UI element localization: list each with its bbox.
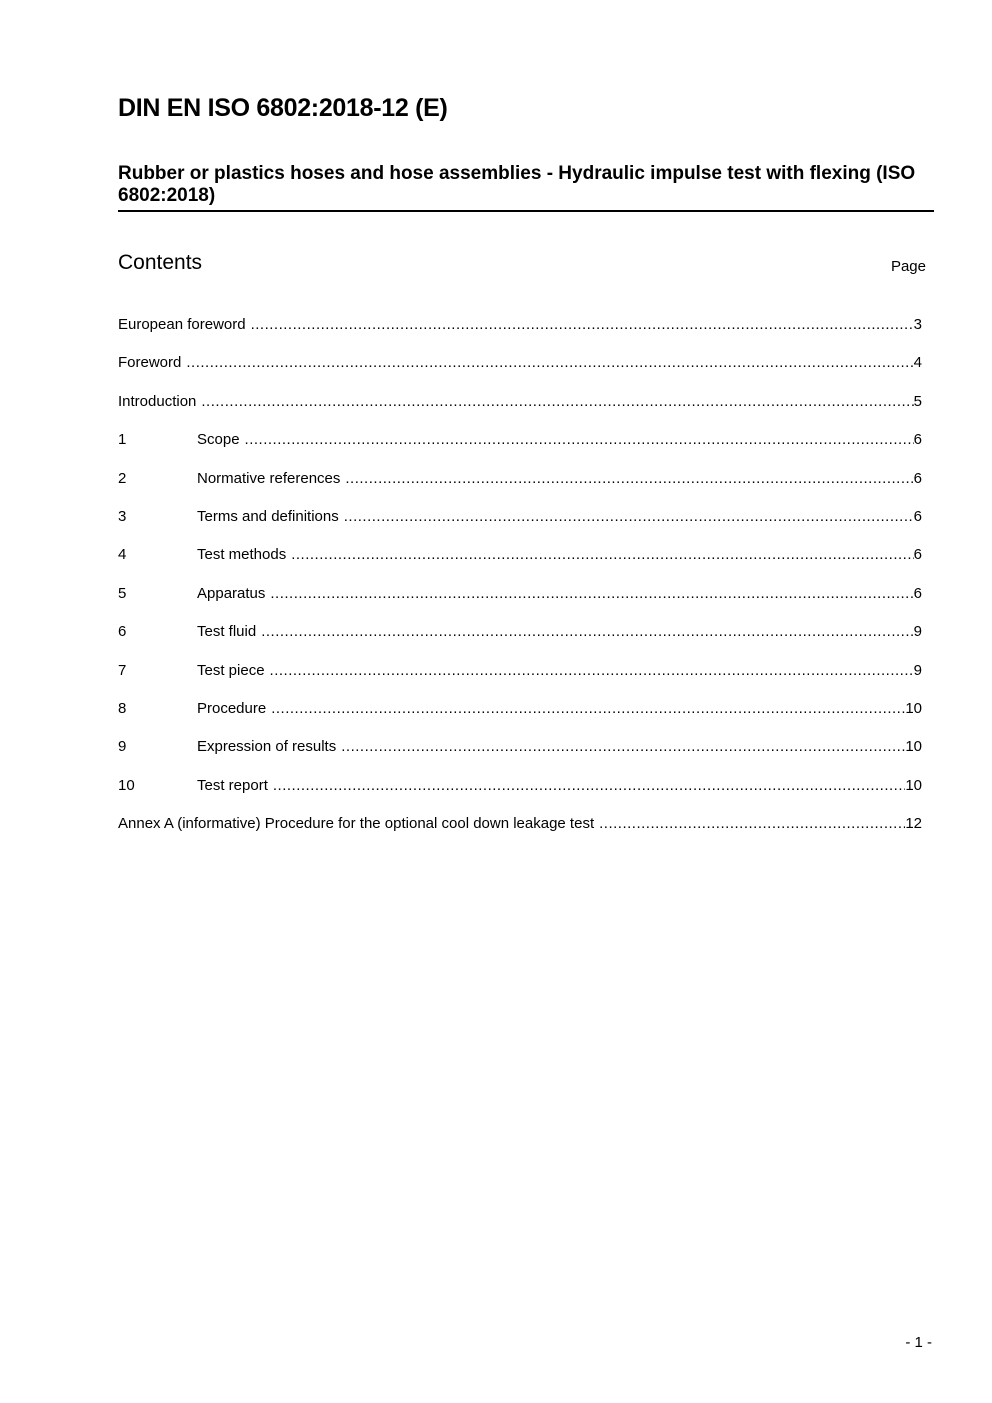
- document-title: DIN EN ISO 6802:2018-12 (E): [118, 94, 448, 122]
- toc-entry-foreword[interactable]: [118, 354, 922, 392]
- contents-heading: Contents: [118, 251, 203, 274]
- page-column-label: Page: [890, 258, 926, 275]
- toc-entry-number: 7: [118, 661, 127, 679]
- toc-entry-number: 1: [118, 431, 127, 449]
- toc-entry-title: Foreword: [118, 354, 182, 372]
- toc-entry-page: 10: [905, 738, 922, 756]
- toc-entry-title: Procedure: [197, 699, 267, 717]
- toc-entry-title: Test methods: [197, 546, 287, 564]
- toc-entry-page: 4: [913, 354, 922, 372]
- toc-entry-apparatus[interactable]: [118, 585, 922, 623]
- toc-dot-leader: [341, 738, 905, 755]
- toc-dot-leader: [599, 815, 905, 832]
- toc-entry-title: Annex A (informative) Procedure for the optional cool down leakage test: [118, 815, 595, 833]
- toc-entry-page: 3: [913, 316, 922, 333]
- footer-page-number: - 1 -: [905, 1334, 932, 1351]
- toc-entry-number: 6: [118, 623, 127, 641]
- toc-entry-title: Scope: [197, 431, 240, 449]
- toc-entry-page: 6: [913, 507, 922, 525]
- toc-dot-leader: [186, 354, 913, 371]
- toc-entry-introduction[interactable]: [118, 393, 922, 431]
- toc-entry-title: Test report: [197, 776, 268, 794]
- toc-entry-title: Test fluid: [197, 623, 257, 641]
- toc-entry-page: 6: [913, 584, 922, 602]
- toc-entry-title: Apparatus: [197, 584, 266, 602]
- toc-dot-leader: [245, 431, 914, 448]
- toc-dot-leader: [291, 546, 913, 563]
- toc-entry-title: Introduction: [118, 392, 197, 410]
- toc-dot-leader: [271, 700, 905, 717]
- toc-entry-number: 3: [118, 507, 127, 525]
- toc-dot-leader: [344, 508, 914, 525]
- toc-dot-leader: [201, 393, 913, 410]
- toc-dot-leader: [345, 470, 913, 487]
- toc-entry-expression-of-results[interactable]: [118, 738, 922, 776]
- toc-entry-number: 2: [118, 469, 127, 487]
- toc-dot-leader: [251, 316, 914, 333]
- toc-entry-test-piece[interactable]: [118, 662, 922, 700]
- toc-entry-page: 9: [913, 661, 922, 679]
- toc-entry-test-report[interactable]: [118, 777, 922, 815]
- toc-dot-leader: [273, 777, 905, 794]
- toc-entry-number: 9: [118, 738, 127, 756]
- toc-entry-annex-a[interactable]: [118, 815, 922, 853]
- toc-entry-page: 12: [905, 815, 922, 833]
- toc-entry-normative-references[interactable]: [118, 470, 922, 508]
- toc-entry-page: 6: [913, 546, 922, 564]
- toc-entry-title: European foreword: [118, 316, 246, 333]
- table-of-contents: [118, 316, 922, 853]
- toc-entry-number: 8: [118, 699, 127, 717]
- toc-entry-page: 5: [913, 392, 922, 410]
- toc-entry-number: 4: [118, 546, 127, 564]
- document-subtitle: Rubber or plastics hoses and hose assemblies - Hydraulic impulse test with flexing (ISO 6802:2018): [118, 163, 916, 206]
- toc-entry-title: Terms and definitions: [197, 507, 339, 525]
- toc-entry-page: 6: [913, 431, 922, 449]
- toc-entry-european-foreword[interactable]: [118, 316, 922, 354]
- toc-entry-title: Test piece: [197, 661, 265, 679]
- toc-dot-leader: [270, 662, 914, 679]
- toc-entry-test-fluid[interactable]: [118, 623, 922, 661]
- toc-entry-number: 10: [118, 776, 135, 794]
- toc-entry-page: 9: [913, 623, 922, 641]
- toc-entry-procedure[interactable]: [118, 700, 922, 738]
- toc-dot-leader: [270, 585, 913, 602]
- title-divider: [118, 210, 934, 212]
- toc-entry-title: Expression of results: [197, 738, 337, 756]
- toc-entry-page: 10: [905, 776, 922, 794]
- toc-dot-leader: [261, 623, 913, 640]
- toc-entry-page: 10: [905, 699, 922, 717]
- toc-entry-terms-and-definitions[interactable]: [118, 508, 922, 546]
- toc-entry-title: Normative references: [197, 469, 341, 487]
- toc-entry-scope[interactable]: [118, 431, 922, 469]
- toc-entry-number: 5: [118, 584, 127, 602]
- toc-entry-test-methods[interactable]: [118, 546, 922, 584]
- toc-entry-page: 6: [913, 469, 922, 487]
